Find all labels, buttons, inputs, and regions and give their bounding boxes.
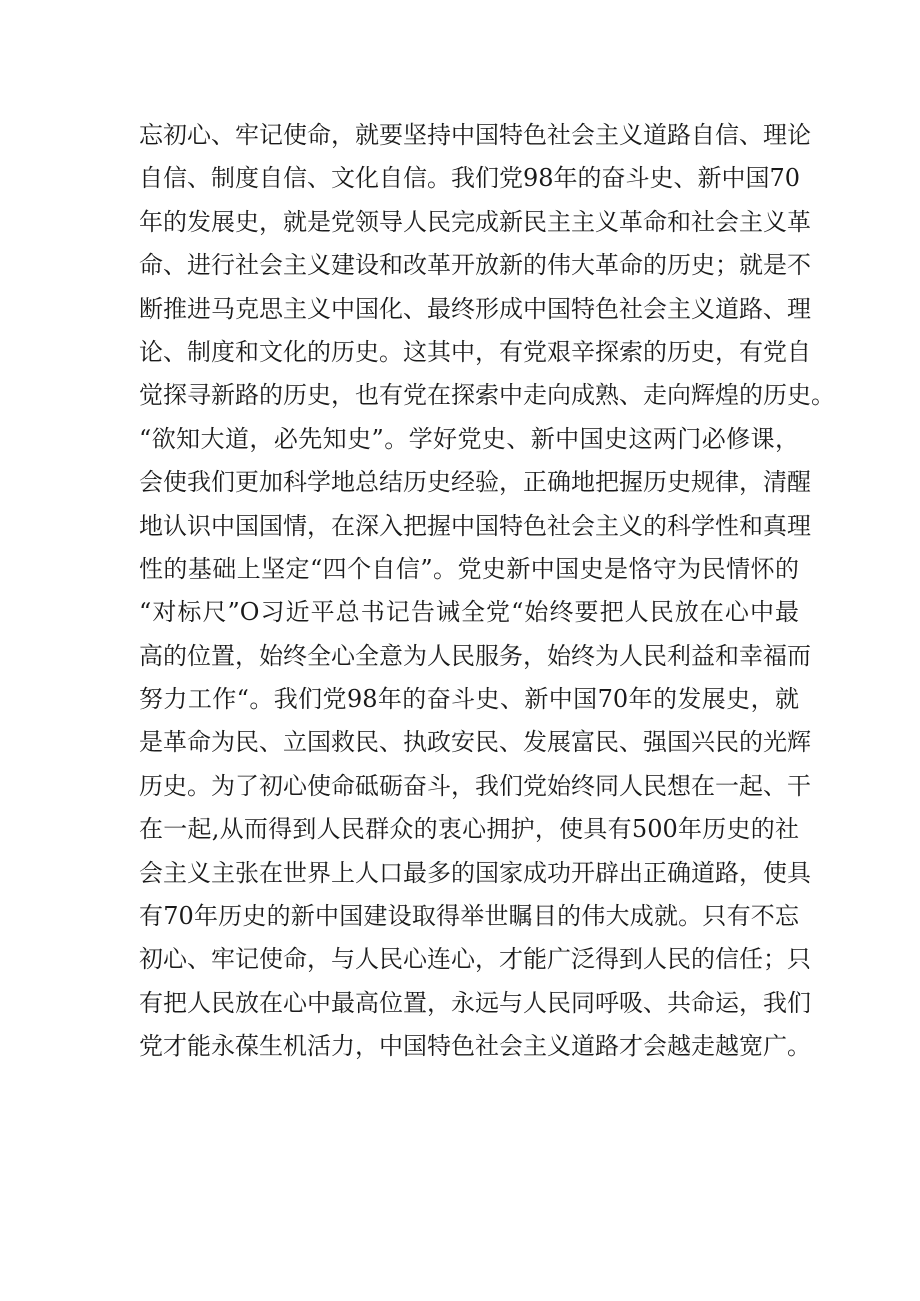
text-line: 高的位置，始终全心全意为人民服务，始终为人民利益和幸福而 (139, 641, 811, 670)
text-line: 地认识中国国情，在深入把握中国特色社会主义的科学性和真理 (139, 511, 811, 540)
text-line: 年的发展史，就是党领导人民完成新民主主义革命和社会主义革 (139, 207, 811, 236)
body-paragraph (139, 114, 835, 1069)
text-line: 忘初心、牢记使命，就要坚持中国特色社会主义道路自信、理论 (139, 121, 811, 149)
text-line: 有70年历史的新中国建设取得举世瞩目的伟大成就。只有不忘 (139, 902, 799, 931)
text-line: 党才能永葆生机活力，中国特色社会主义道路才会越走越宽广。 (139, 1032, 811, 1061)
text-line: 初心、牢记使命，与人民心连心，才能广泛得到人民的信任；只 (139, 945, 811, 974)
text-line: 自信、制度自信、文化自信。我们党98年的奋斗史、新中国70 (139, 164, 801, 193)
text-line: 会主义主张在世界上人口最多的国家成功开辟出正确道路，使具 (139, 858, 811, 887)
text-line: 觉探寻新路的历史，也有党在探索中走向成熟、走向辉煌的历史。 (139, 381, 835, 410)
text-line: 努力工作“。我们党98年的奋斗史、新中国70年的发展史，就 (139, 685, 799, 714)
text-line: 有把人民放在心中最高位置，永远与人民同呼吸、共命运，我们 (139, 988, 811, 1017)
text-line: 在一起,从而得到人民群众的衷心拥护，使具有500年历史的社 (139, 815, 799, 844)
text-line: “对标尺”O习近平总书记告诫全党“始终要把人民放在心中最 (139, 598, 799, 627)
text-line: 会使我们更加科学地总结历史经验，正确地把握历史规律，清醒 (139, 468, 811, 497)
text-line: 是革命为民、立国救民、执政安民、发展富民、强国兴民的光辉 (139, 728, 811, 757)
text-line: 历史。为了初心使命砥砺奋斗，我们党始终同人民想在一起、干 (139, 771, 811, 800)
text-line: 命、进行社会主义建设和改革开放新的伟大革命的历史；就是不 (139, 251, 811, 280)
text-line: 性的基础上坚定“四个自信”。党史新中国史是恪守为民情怀的 (139, 554, 799, 583)
text-line: 断推进马克思主义中国化、最终形成中国特色社会主义道路、理 (139, 294, 811, 323)
text-line: 论、制度和文化的历史。这其中，有党艰辛探索的历史，有党自 (139, 337, 811, 366)
text-line: “欲知大道，必先知史”。学好党史、新中国史这两门必修课， (139, 424, 799, 453)
